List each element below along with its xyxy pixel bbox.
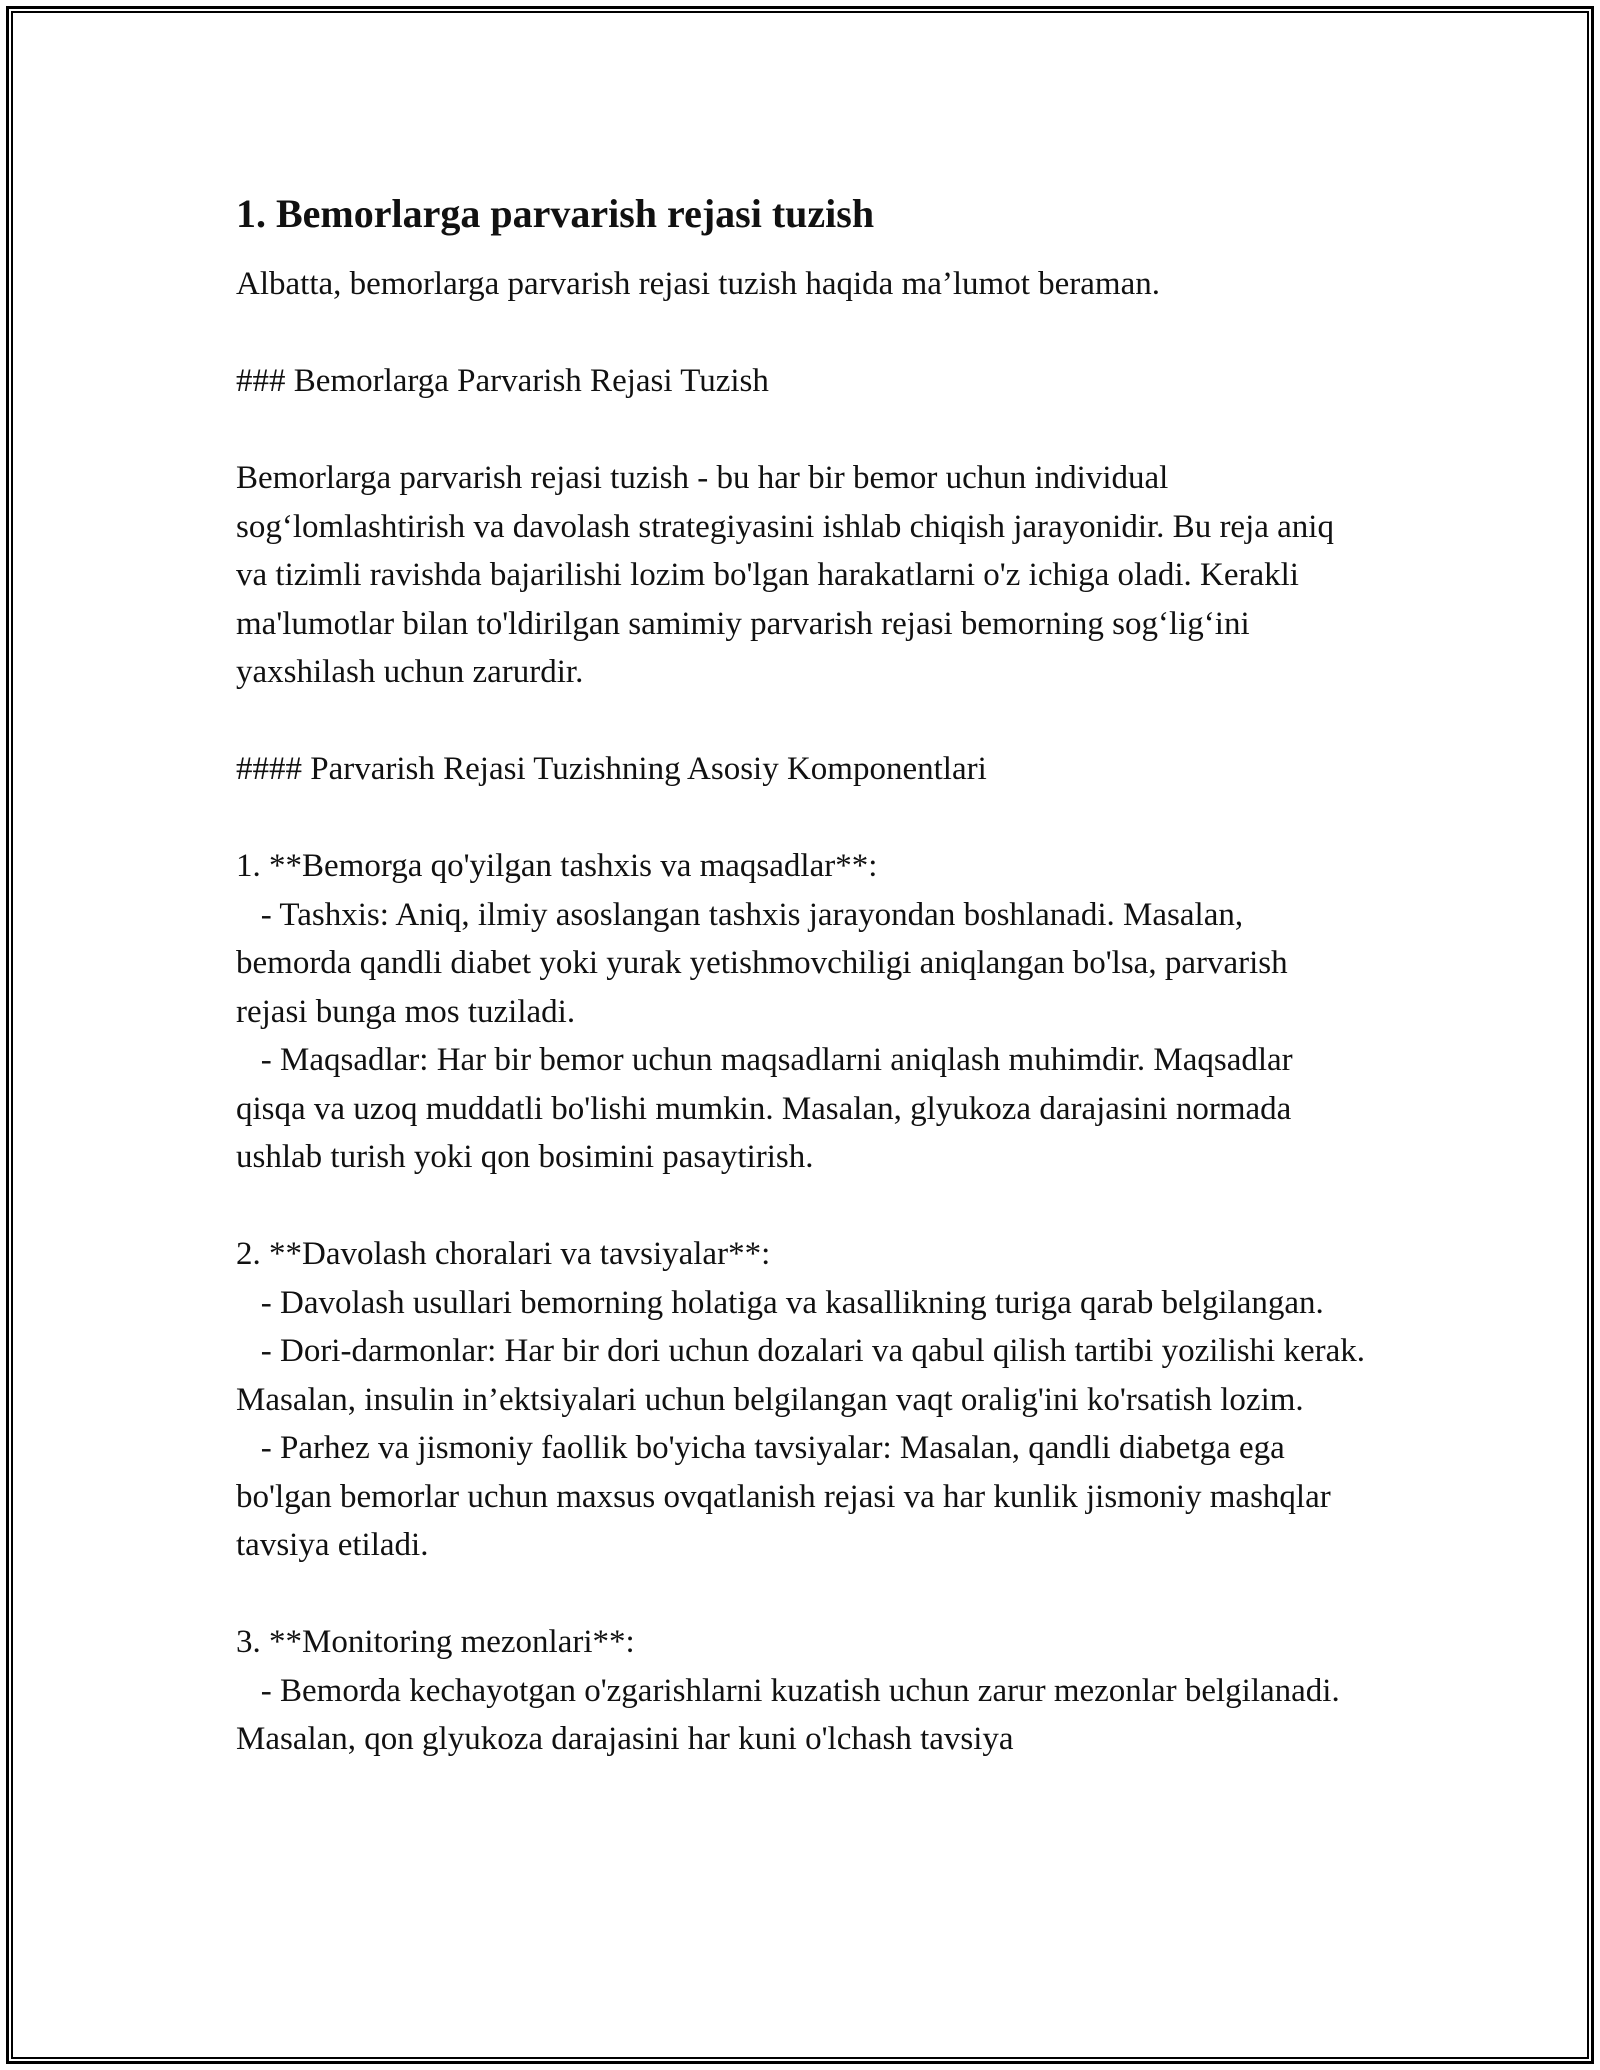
document-title: 1. Bemorlarga parvarish rejasi tuzish	[236, 191, 875, 236]
section-heading-h3: ### Bemorlarga Parvarish Rejasi Tuzish	[236, 363, 769, 399]
document-body	[236, 188, 1374, 1764]
list-item-1-diagnosis: - Tashxis: Aniq, ilmiy asoslangan tashxis jarayondan boshlanadi. Masalan, bemorda qandli diabet yoki yurak yetishmovchiligi aniqlangan bo'lsa, parvarish rejasi bunga mos tuziladi.	[236, 896, 1296, 1030]
spacer	[236, 794, 1366, 843]
intro-paragraph: Albatta, bemorlarga parvarish rejasi tuzish haqida ma’lumot beraman.	[236, 266, 1160, 302]
body-paragraph: Bemorlarga parvarish rejasi tuzish - bu har bir bemor uchun individual sog‘lomlashtirish va davolash strategiyasini ishlab chiqish jarayonidir. Bu reja aniq va tizimli ravishda bajarilishi lozim bo'lgan harakatlarni o'z ichiga oladi. Kerakli ma'lumotlar bilan to'ldirilgan samimiy parvarish rejasi bemorning sog‘lig‘ini yaxshilash uchun zarurdir.	[236, 460, 1343, 690]
spacer	[236, 1182, 1366, 1231]
list-item-1-title: 1. **Bemorga qo'yilgan tashxis va maqsadlar**:	[236, 848, 878, 884]
spacer	[236, 697, 1366, 746]
spacer	[236, 406, 1366, 455]
list-item-2-title: 2. **Davolash choralari va tavsiyalar**:	[236, 1236, 771, 1272]
spacer	[236, 309, 1366, 358]
section-heading-h4: #### Parvarish Rejasi Tuzishning Asosiy Komponentlari	[236, 751, 987, 787]
list-item-2-methods: - Davolash usullari bemorning holatiga va kasallikning turiga qarab belgilangan.	[236, 1284, 1324, 1321]
list-item-1-goals: - Maqsadlar: Har bir bemor uchun maqsadlarni aniqlash muhimdir. Maqsadlar qisqa va uzoq muddatli bo'lishi mumkin. Masalan, glyukoza darajasini normada ushlab turish yoki qon bosimini pasaytirish.	[236, 1042, 1301, 1175]
list-item-3-title: 3. **Monitoring mezonlari**:	[236, 1624, 635, 1660]
list-item-3-criteria: - Bemorda kechayotgan o'zgarishlarni kuzatish uchun zarur mezonlar belgilanadi. Masalan, qon glyukoza darajasini har kuni o'lchash tavsiya	[236, 1672, 1348, 1757]
list-item-2-diet: - Parhez va jismoniy faollik bo'yicha tavsiyalar: Masalan, qandli diabetga ega bo'lgan bemorlar uchun maxsus ovqatlanish rejasi va har kunlik jismoniy mashqlar tavsiya etiladi.	[236, 1430, 1339, 1563]
spacer	[236, 1570, 1366, 1619]
list-item-2-medications: - Dori-darmonlar: Har bir dori uchun dozalari va qabul qilish tartibi yozilishi kerak. Masalan, insulin in’ektsiyalari uchun belgilangan vaqt oralig'ini ko'rsatish lozim.	[236, 1333, 1374, 1418]
